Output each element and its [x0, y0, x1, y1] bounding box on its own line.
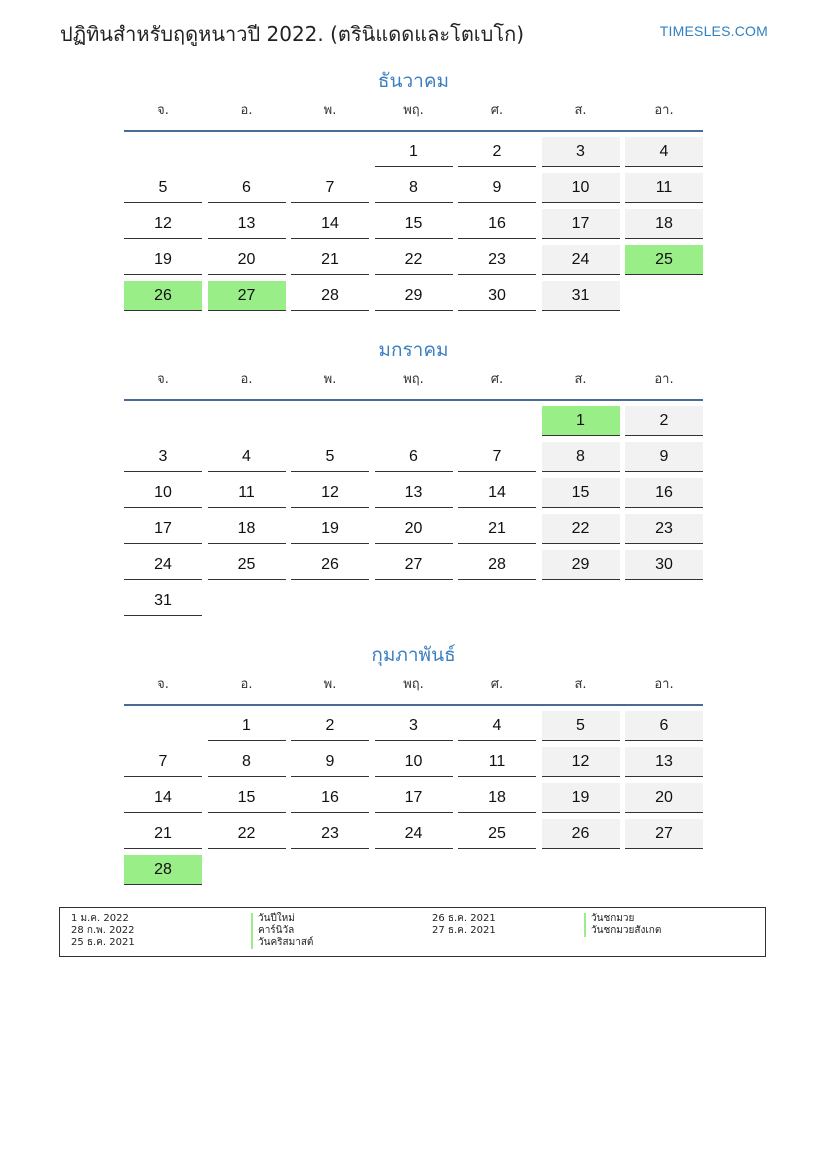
- legend-holiday-name: คาร์นิวัล: [251, 925, 294, 937]
- day-cell: 6: [625, 711, 703, 741]
- day-cell: 8: [208, 747, 286, 777]
- weekday-label: พฤ.: [403, 103, 424, 118]
- day-cell: 18: [458, 783, 536, 813]
- day-grid: [124, 132, 703, 316]
- day-cell: 10: [542, 173, 620, 203]
- legend-holiday-name: วันคริสมาสต์: [251, 937, 313, 949]
- legend-date: 1 ม.ค. 2022: [71, 913, 129, 924]
- month-name: มกราคม: [378, 339, 449, 361]
- day-cell: 19: [542, 783, 620, 813]
- day-cell: 3: [375, 711, 453, 741]
- day-cell: 24: [375, 819, 453, 849]
- weekday-label: พฤ.: [403, 372, 424, 387]
- weekday-label: พ.: [323, 677, 337, 692]
- day-cell: 8: [375, 173, 453, 203]
- day-cell: 25: [208, 550, 286, 580]
- day-cell: 16: [291, 783, 369, 813]
- day-cell: 2: [625, 406, 703, 436]
- day-cell: 4: [208, 442, 286, 472]
- day-cell: 1: [375, 137, 453, 167]
- day-cell: 21: [458, 514, 536, 544]
- weekday-label: พ.: [323, 372, 337, 387]
- legend-holiday-name: วันชกมวยสังเกต: [584, 925, 661, 937]
- day-cell: 30: [625, 550, 703, 580]
- day-cell: 21: [124, 819, 202, 849]
- weekday-label: อา.: [654, 372, 674, 387]
- day-cell: 2: [458, 137, 536, 167]
- day-cell: 13: [208, 209, 286, 239]
- weekday-header: [124, 100, 703, 132]
- day-cell: 7: [124, 747, 202, 777]
- day-cell: 13: [375, 478, 453, 508]
- day-cell: 5: [291, 442, 369, 472]
- month-name: ธันวาคม: [377, 70, 450, 92]
- day-grid: [124, 706, 703, 890]
- legend-date: 25 ธ.ค. 2021: [71, 937, 135, 948]
- day-cell: 27: [375, 550, 453, 580]
- day-cell: 10: [124, 478, 202, 508]
- day-cell: 11: [625, 173, 703, 203]
- weekday-label: อา.: [654, 103, 674, 118]
- day-cell: 18: [208, 514, 286, 544]
- day-cell: 26: [542, 819, 620, 849]
- weekday-label: อ.: [240, 372, 253, 387]
- weekday-label: ส.: [574, 103, 587, 118]
- day-cell: 16: [625, 478, 703, 508]
- day-grid: [124, 401, 703, 621]
- day-cell: 15: [375, 209, 453, 239]
- day-cell: 9: [291, 747, 369, 777]
- day-cell: 24: [542, 245, 620, 275]
- day-cell: 22: [542, 514, 620, 544]
- day-cell: 11: [458, 747, 536, 777]
- page-title: ปฏิทินสำหรับฤดูหนาวปี 2022. (ตรินิแดดและโตเบโก): [60, 22, 524, 46]
- day-cell: 31: [542, 281, 620, 311]
- day-cell: 29: [375, 281, 453, 311]
- day-cell: 22: [375, 245, 453, 275]
- day-cell: 22: [208, 819, 286, 849]
- legend-holiday-name: วันชกมวย: [584, 913, 634, 925]
- weekday-header: [124, 674, 703, 706]
- day-cell: 30: [458, 281, 536, 311]
- day-cell: 14: [124, 783, 202, 813]
- month-january: [124, 337, 703, 621]
- day-cell: 26: [291, 550, 369, 580]
- holiday-day-cell: 25: [625, 245, 703, 275]
- day-cell: 28: [458, 550, 536, 580]
- day-cell: 16: [458, 209, 536, 239]
- day-cell: 4: [458, 711, 536, 741]
- day-cell: 23: [458, 245, 536, 275]
- weekday-label: ศ.: [490, 677, 504, 692]
- day-cell: 17: [542, 209, 620, 239]
- day-cell: 23: [625, 514, 703, 544]
- day-cell: 12: [124, 209, 202, 239]
- day-cell: 17: [375, 783, 453, 813]
- legend-date: 28 ก.พ. 2022: [71, 925, 135, 936]
- day-cell: 24: [124, 550, 202, 580]
- weekday-label: จ.: [157, 103, 169, 118]
- day-cell: 12: [291, 478, 369, 508]
- legend-date: 26 ธ.ค. 2021: [432, 913, 496, 924]
- month-december: [124, 68, 703, 316]
- holiday-day-cell: 26: [124, 281, 202, 311]
- weekday-label: ส.: [574, 372, 587, 387]
- day-cell: 29: [542, 550, 620, 580]
- weekday-label: จ.: [157, 677, 169, 692]
- day-cell: 9: [625, 442, 703, 472]
- day-cell: 7: [458, 442, 536, 472]
- weekday-label: อ.: [240, 103, 253, 118]
- weekday-header: [124, 369, 703, 401]
- day-cell: 20: [625, 783, 703, 813]
- day-cell: 9: [458, 173, 536, 203]
- day-cell: 1: [208, 711, 286, 741]
- legend-holiday-name: วันปีใหม่: [251, 913, 295, 925]
- weekday-label: ส.: [574, 677, 587, 692]
- day-cell: 11: [208, 478, 286, 508]
- day-cell: 27: [625, 819, 703, 849]
- weekday-label: พฤ.: [403, 677, 424, 692]
- day-cell: 3: [542, 137, 620, 167]
- legend-date: 27 ธ.ค. 2021: [432, 925, 496, 936]
- day-cell: 18: [625, 209, 703, 239]
- day-cell: 20: [208, 245, 286, 275]
- day-cell: 14: [458, 478, 536, 508]
- weekday-label: พ.: [323, 103, 337, 118]
- holiday-legend: [59, 907, 766, 957]
- day-cell: 19: [124, 245, 202, 275]
- weekday-label: อา.: [654, 677, 674, 692]
- brand-link[interactable]: TIMESLES.COM: [659, 23, 768, 39]
- day-cell: 7: [291, 173, 369, 203]
- day-cell: 10: [375, 747, 453, 777]
- weekday-label: จ.: [157, 372, 169, 387]
- month-february: [124, 642, 703, 890]
- weekday-label: ศ.: [490, 103, 504, 118]
- day-cell: 13: [625, 747, 703, 777]
- day-cell: 8: [542, 442, 620, 472]
- day-cell: 5: [542, 711, 620, 741]
- day-cell: 3: [124, 442, 202, 472]
- day-cell: 6: [375, 442, 453, 472]
- day-cell: 23: [291, 819, 369, 849]
- day-cell: 19: [291, 514, 369, 544]
- holiday-day-cell: 1: [542, 406, 620, 436]
- day-cell: 20: [375, 514, 453, 544]
- day-cell: 25: [458, 819, 536, 849]
- day-cell: 31: [124, 586, 202, 616]
- day-cell: 14: [291, 209, 369, 239]
- day-cell: 4: [625, 137, 703, 167]
- holiday-day-cell: 28: [124, 855, 202, 885]
- day-cell: 28: [291, 281, 369, 311]
- holiday-day-cell: 27: [208, 281, 286, 311]
- weekday-label: อ.: [240, 677, 253, 692]
- day-cell: 15: [542, 478, 620, 508]
- day-cell: 5: [124, 173, 202, 203]
- day-cell: 15: [208, 783, 286, 813]
- day-cell: 2: [291, 711, 369, 741]
- day-cell: 21: [291, 245, 369, 275]
- day-cell: 17: [124, 514, 202, 544]
- day-cell: 12: [542, 747, 620, 777]
- weekday-label: ศ.: [490, 372, 504, 387]
- month-name: กุมภาพันธ์: [371, 644, 456, 666]
- day-cell: 6: [208, 173, 286, 203]
